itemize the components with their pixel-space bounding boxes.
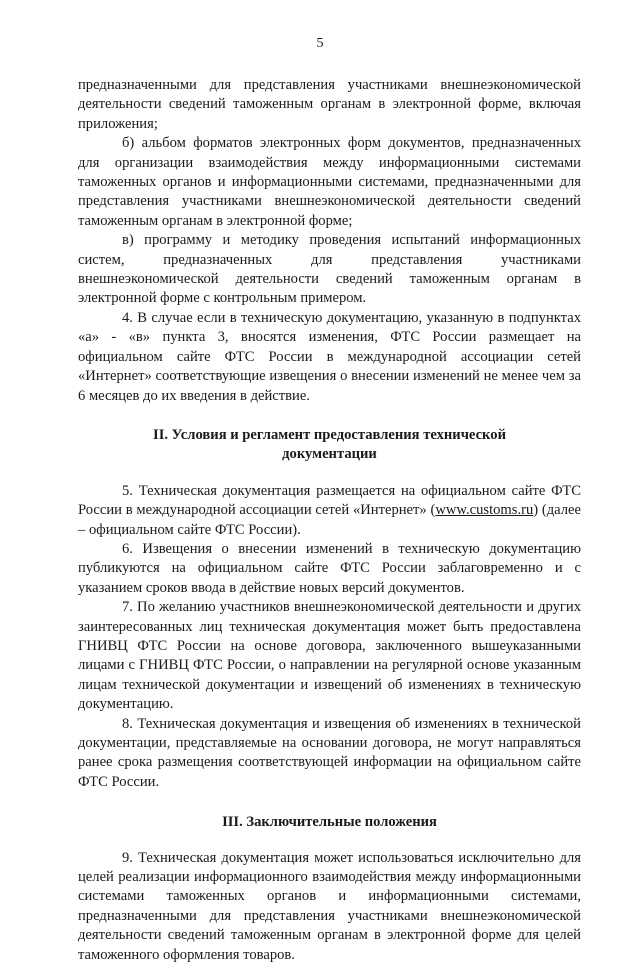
paragraph-9: 9. Техническая документация может использоваться исключительно для целей реализации информационного взаимодействия между информационными системами таможенных органов и информационными системами, предназначенными для представления участниками внешнеэкономической деятельности сведений таможенным органам в электронной форме для целей таможенного оформления товаров. (78, 849, 581, 963)
paragraph-4: 4. В случае если в техническую документацию, указанную в подпунктах «а» - «в» пункта 3, вносятся изменения, ФТС России размещает на официальном сайте ФТС России в международной ассоциации сетей «Интернет» соответствующие извещения о внесении изменений не менее чем за 6 месяцев до их введения в действие. (78, 309, 581, 404)
paragraph-5-text-before: 5. Техническая документация размещается на официальном сайте ФТС России в международной ассоциации сетей «Интернет» ( (78, 482, 581, 519)
paragraph-5 (78, 482, 581, 540)
section-3-heading: III. Заключительные положения (222, 814, 437, 831)
paragraph-6: 6. Извещения о внесении изменений в техническую документацию публикуются на официальном сайте ФТС России заблаговременно и с указанием сроков ввода в действие новых версий документов. (78, 540, 581, 596)
paragraph-item-v: в) программу и методику проведения испытаний информационных систем, предназначенных для представления участниками внешнеэкономической деятельности сведений таможенным органам в электронной форме с контрольным примером. (78, 232, 581, 307)
paragraph-8: 8. Техническая документация и извещения об изменениях в технической документации, представляемые на основании договора, не могут направляться ранее срока размещения соответствующей информации на официальном сайте ФТС России. (78, 715, 581, 790)
customs-website-link[interactable]: www.customs.ru (435, 502, 534, 519)
document-body (78, 76, 581, 965)
paragraph-item-b: б) альбом форматов электронных форм документов, предназначенных для организации взаимодействия между информационными системами таможенных органов и информационными системами, предназначенными для представления участниками внешнеэкономической деятельности сведений таможенным органам в электронной форме; (78, 135, 581, 229)
paragraph-continuation: предназначенными для представления участниками внешнеэкономической деятельности сведений таможенным органам в электронной форме, включая приложения; (78, 77, 581, 132)
section-2-heading: II. Условия и регламент предоставления технической документации (153, 426, 506, 463)
paragraph-5-text-after: ) (далее – официальном сайте ФТС России). (78, 502, 582, 538)
paragraph-7: 7. По желанию участников внешнеэкономической деятельности и других заинтересованных лиц техническая документация может быть предоставлена ГНИВЦ ФТС России на основе договора, заключенного вышеуказанными лицами с ГНИВЦ ФТС России, о направлении на регулярной основе указанным лицам технической документации и извещений об изменениях в техническую документацию. (78, 599, 581, 713)
page-number: 5 (316, 36, 324, 51)
